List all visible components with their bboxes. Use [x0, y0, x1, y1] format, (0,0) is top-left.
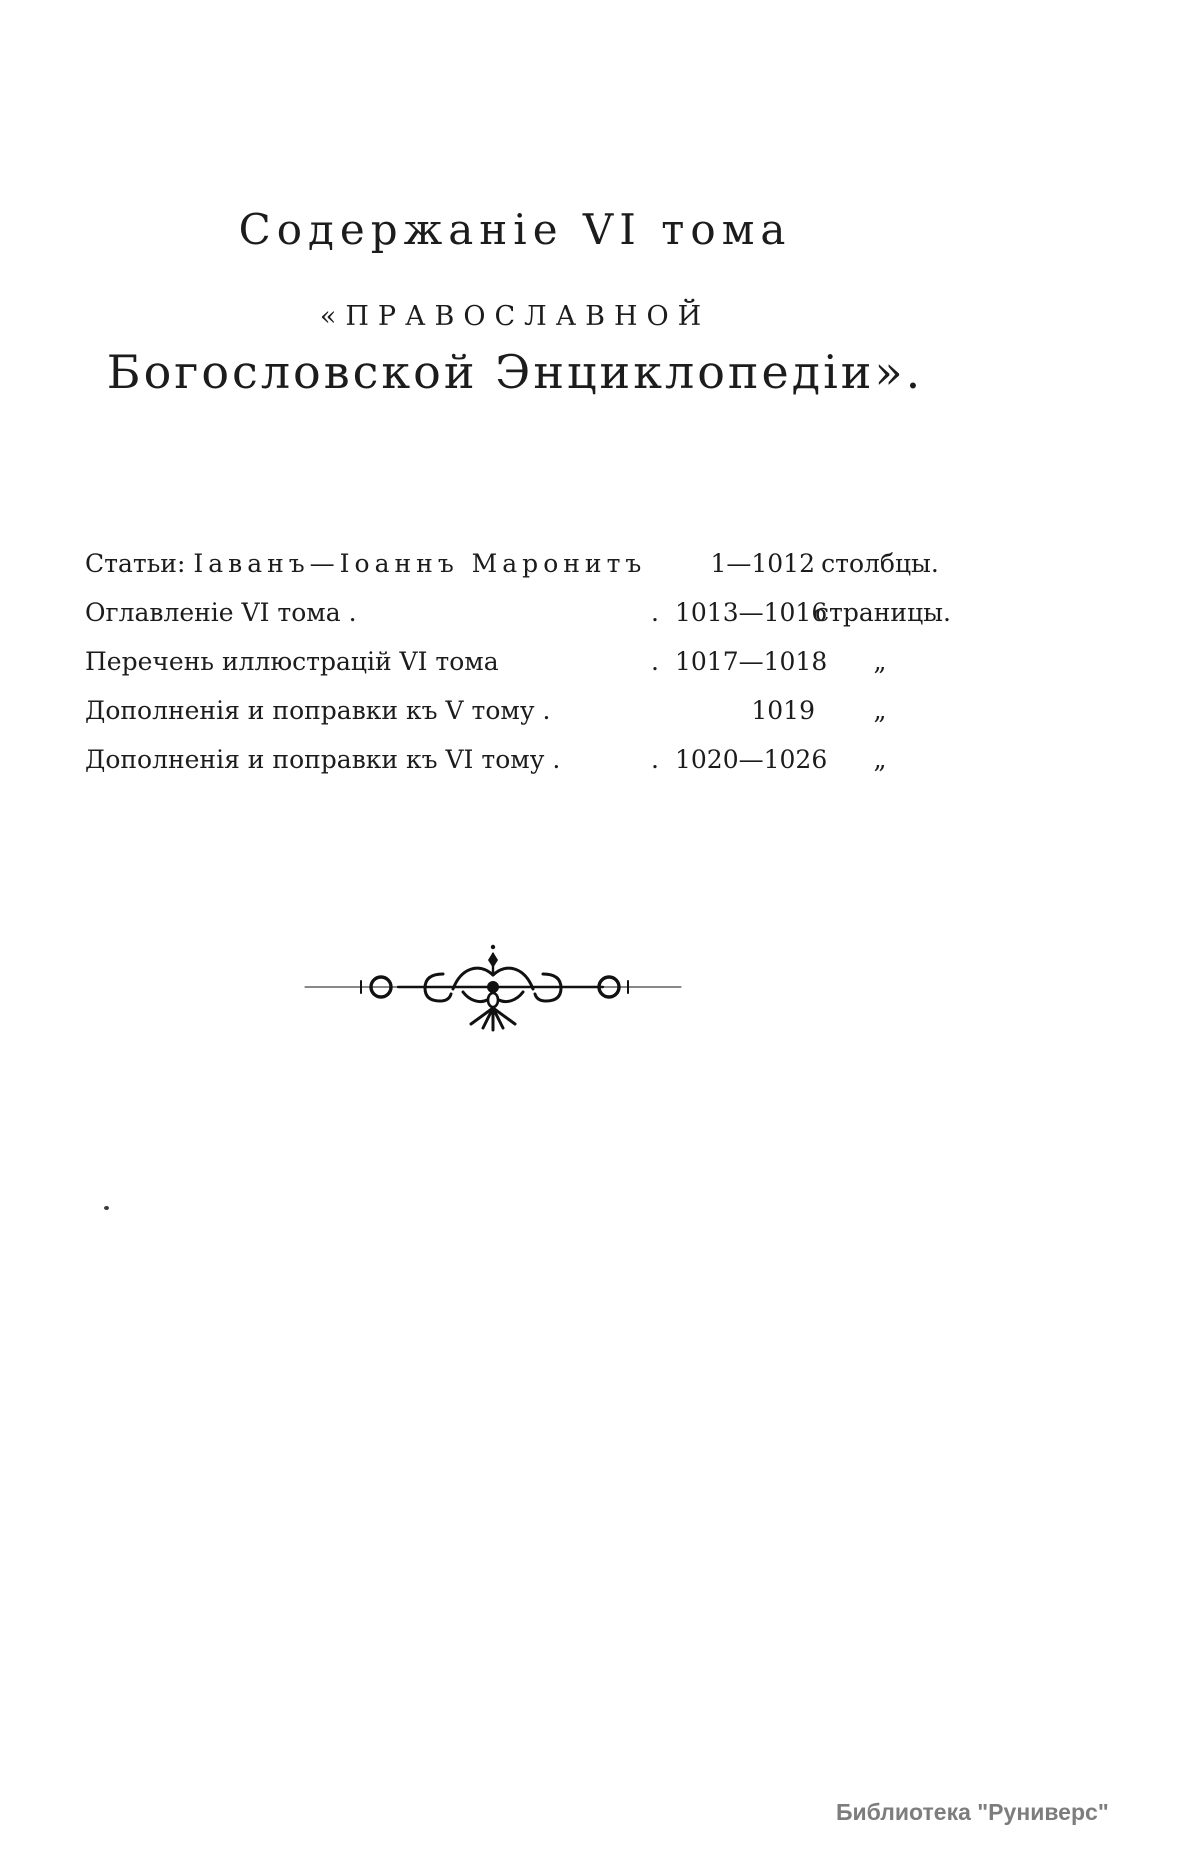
toc-row-label — [85, 548, 651, 580]
toc-row-contents — [85, 597, 951, 629]
toc-page-range: 1013—1016 — [675, 598, 828, 627]
toc-page-range: 1—1012 — [710, 549, 815, 578]
leader-dot: . — [651, 598, 659, 627]
leader-dot: . — [651, 647, 659, 676]
toc-row-label: Оглавленіе VI тома . — [85, 598, 357, 627]
toc-page-range: 1020—1026 — [675, 745, 828, 774]
library-watermark: Библиотека "Руниверс" — [836, 1799, 1109, 1825]
toc-row-articles — [85, 548, 945, 580]
toc-label-prefix: Статьи: — [85, 549, 194, 578]
toc-row-addenda-vi — [85, 744, 945, 776]
toc-row-label: Дополненія и поправки къ V тому . — [85, 696, 551, 725]
toc-unit-label: страницы. — [815, 598, 951, 627]
toc-unit-label: „ — [873, 745, 887, 774]
toc-row-label: Перечень иллюстрацій VI тома — [85, 647, 499, 676]
toc-unit-label: „ — [873, 696, 887, 725]
toc-page-range: 1017—1018 — [675, 647, 828, 676]
toc-row-label: Дополненія и поправки къ VI тому . — [85, 745, 561, 774]
toc-unit-label: „ — [873, 647, 887, 676]
toc-row-addenda-v — [85, 695, 945, 727]
toc-row-illustrations — [85, 646, 945, 678]
subtitle-orthodox: «ПРАВОСЛАВНОЙ — [319, 301, 711, 332]
flourish-divider-ornament — [303, 942, 683, 1032]
page-title: Содержаніе VI тома — [238, 205, 792, 254]
toc-label-range: Іаванъ—Іоаннъ Маронитъ — [193, 549, 647, 578]
subtitle-encyclopedia: Богословской Энциклопедіи». — [106, 345, 924, 399]
toc-page-range: 1019 — [751, 696, 815, 725]
leader-dot: . — [651, 745, 659, 774]
scan-speck — [104, 1206, 109, 1210]
table-of-contents — [85, 548, 951, 793]
toc-unit-label: столбцы. — [821, 549, 939, 578]
